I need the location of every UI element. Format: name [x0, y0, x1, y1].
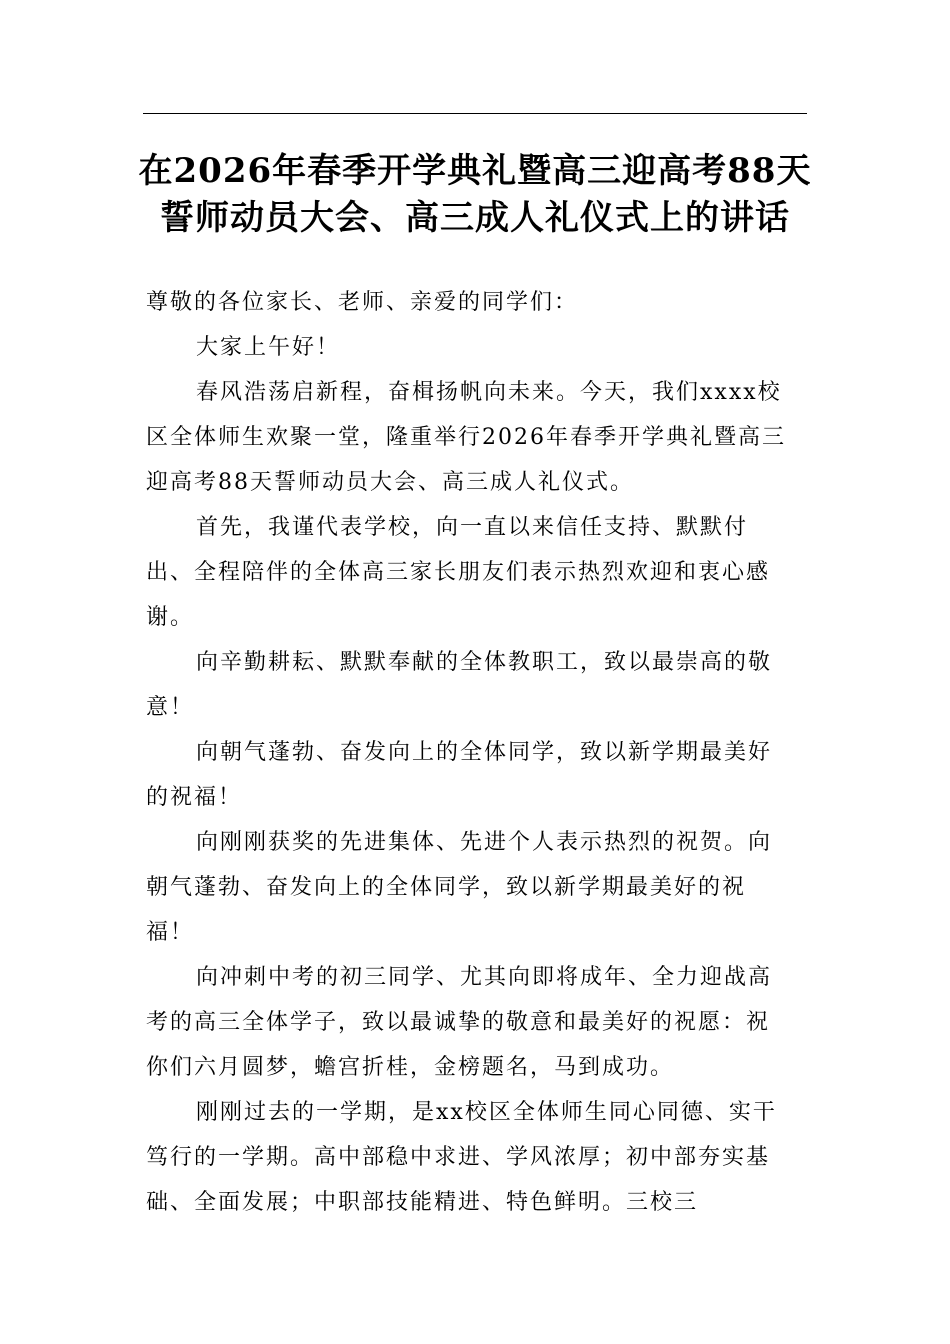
paragraph-review: 刚刚过去的一学期，是xx校区全体师生同心同德、实干笃行的一学期。高中部稳中求进、学风浓厚；初中部夯实基础、全面发展；中职部技能精进、特色鲜明。三校三	[146, 1100, 777, 1215]
salutation: 尊敬的各位家长、老师、亲爱的同学们：	[146, 290, 579, 315]
paragraph-greeting: 大家上午好！	[196, 335, 341, 360]
title-line-1: 在2026年春季开学典礼暨高三迎高考88天	[138, 151, 812, 191]
paragraph-wishes-students: 向朝气蓬勃、奋发向上的全体同学，致以新学期最美好的祝福！	[146, 740, 773, 810]
title-line-2: 誓师动员大会、高三成人礼仪式上的讲话	[160, 198, 790, 238]
paragraph-wishes-seniors: 向冲刺中考的初三同学、尤其向即将成年、全力迎战高考的高三全体学子，致以最诚挚的敬意和最美好的祝愿：祝你们六月圆梦，蟾宫折桂，金榜题名，马到成功。	[146, 965, 773, 1080]
paragraph-congratulations: 向刚刚获奖的先进集体、先进个人表示热烈的祝贺。向朝气蓬勃、奋发向上的全体同学，致以新学期最美好的祝福！	[146, 830, 773, 945]
paragraph-opening: 春风浩荡启新程，奋楫扬帆向未来。今天，我们xxxx校区全体师生欢聚一堂，隆重举行2026年春季开学典礼暨高三迎高考88天誓师动员大会、高三成人礼仪式。	[146, 380, 786, 495]
document-body	[146, 280, 786, 1225]
paragraph-thanks-parents: 首先，我谨代表学校，向一直以来信任支持、默默付出、全程陪伴的全体高三家长朋友们表示热烈欢迎和衷心感谢。	[146, 515, 771, 630]
paragraph-thanks-staff: 向辛勤耕耘、默默奉献的全体教职工，致以最崇高的敬意！	[146, 650, 773, 720]
header-rule	[143, 113, 807, 114]
document-title	[100, 148, 850, 242]
